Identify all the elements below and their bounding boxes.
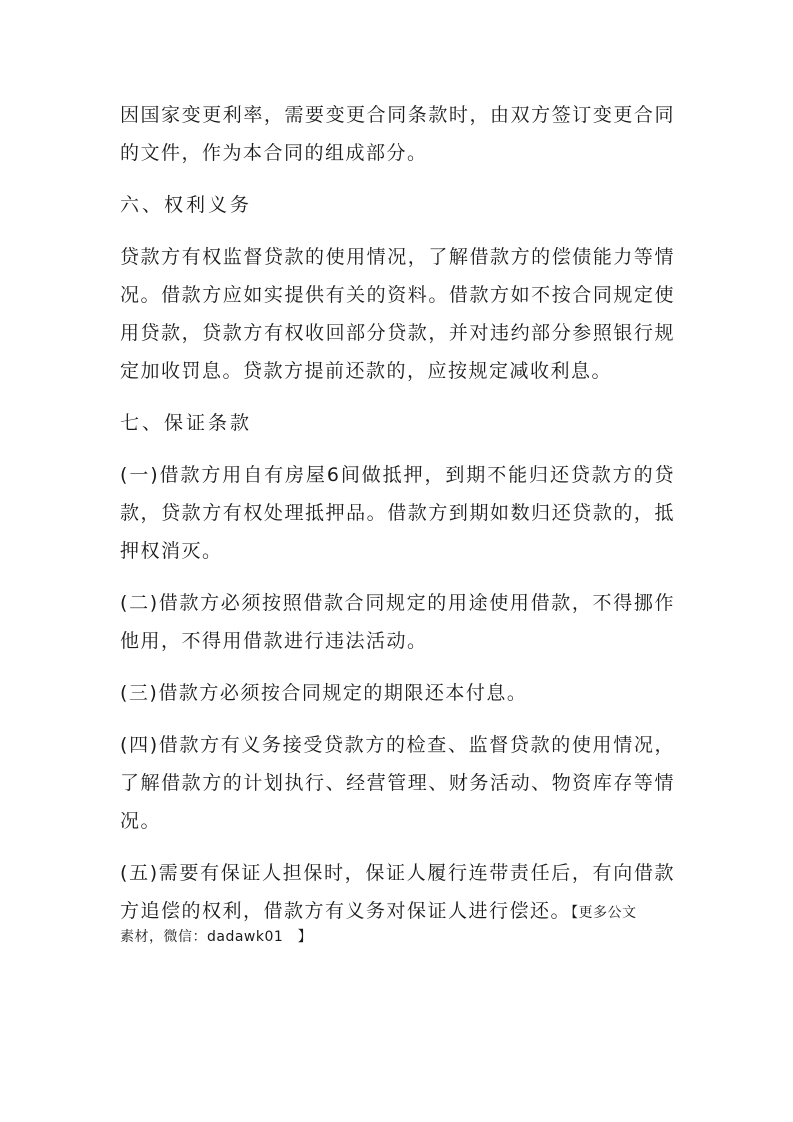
promo-note-start: 【更多公文 [571,905,637,921]
clause-2-loan-usage: (二)借款方必须按照借款合同规定的用途使用借款，不得挪作他用，不得用借款进行违法活动。 [120,592,675,652]
document-body [120,96,675,948]
clause-4-inspection: (四)借款方有义务接受贷款方的检查、监督贷款的使用情况，了解借款方的计划执行、经营管理、财务活动、物资库存等情况。 [120,734,675,832]
clause-5-guarantor [120,854,675,932]
promo-note-end: 素材，微信：dadawk01 】 [120,929,313,945]
section-heading-guarantee-clauses: 七、保证条款 [120,412,253,434]
clause-3-repayment: (三)借款方必须按合同规定的期限还本付息。 [120,682,528,704]
paragraph-interest-rate-change: 因国家变更利率，需要变更合同条款时，由双方签订变更合同的文件，作为本合同的组成部分。 [120,104,675,164]
clause-5-text: (五)需要有保证人担保时，保证人履行连带责任后，有向借款方追偿的权利，借款方有义务对保证人进行偿还。 [120,862,675,922]
clause-1-mortgage: (一)借款方用自有房屋6间做抵押，到期不能归还贷款方的贷款，贷款方有权处理抵押品。借款方到期如数归还贷款的，抵押权消灭。 [120,464,675,562]
section-heading-rights-obligations: 六、权利义务 [120,194,253,216]
paragraph-lender-rights: 贷款方有权监督贷款的使用情况，了解借款方的偿债能力等情况。借款方应如实提供有关的资料。借款方如不按合同规定使用贷款，贷款方有权收回部分贷款，并对违约部分参照银行规定加收罚息。贷款方提前还款的，应按规定减收利息。 [120,246,675,382]
